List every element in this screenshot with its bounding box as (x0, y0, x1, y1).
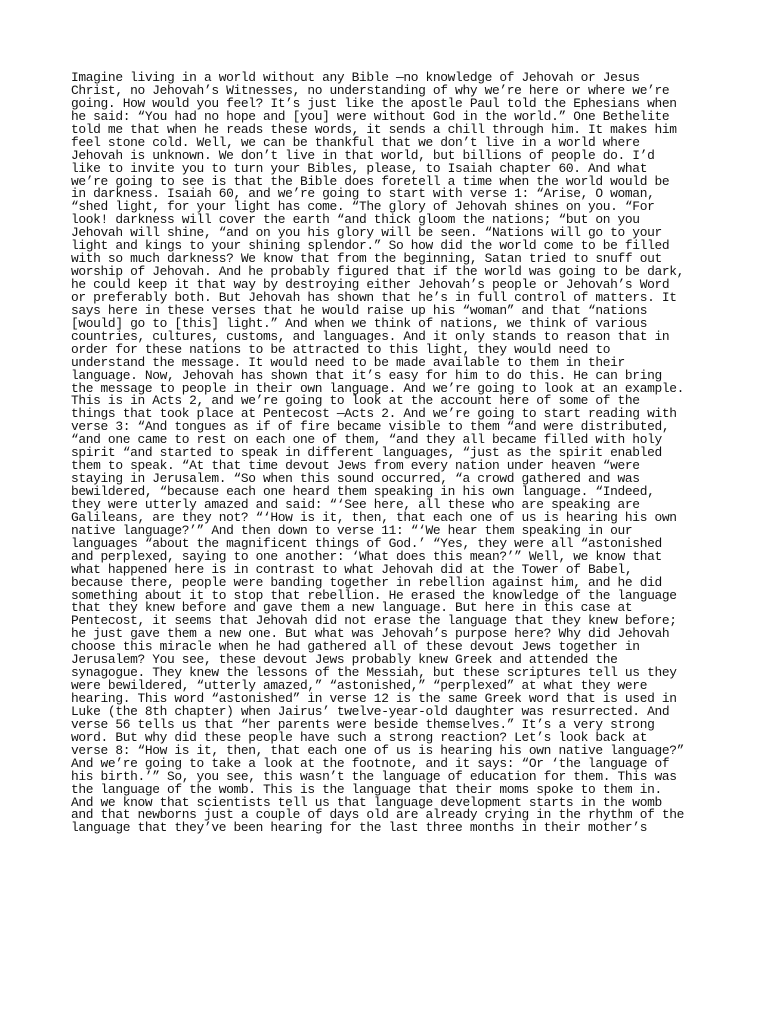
text-line: spirit “and started to speak in different languages, “just as the spirit enabled (71, 445, 662, 461)
text-line: look! darkness will cover the earth “and thick gloom the nations; “but on you (71, 212, 640, 228)
text-line: countries, cultures, customs, and languages. And it only stands to reason that in (71, 328, 670, 344)
text-line: Christ, no Jehovah’s Witnesses, no understanding of why we’re here or where we’re (71, 82, 670, 98)
text-line: language. Now, Jehovah has shown that it’s easy for him to do this. He can bring (71, 367, 662, 383)
text-line: hearing. This word “astonished” in verse 12 is the same Greek word that is used in (71, 691, 677, 706)
text-line: because there, people were banding together in rebellion against him, and he did (71, 574, 662, 590)
text-line: Pentecost, it seems that Jehovah did not erase the language that they knew before; (71, 613, 677, 629)
text-line: Imagine living in a world without any Bible —no knowledge of Jehovah or Jesus (71, 70, 640, 85)
text-line: the message to people in their own language. And we’re going to look at an example. (71, 380, 685, 396)
text-line: choose this miracle when he had gathered all of these devout Jews together in (71, 639, 640, 655)
text-line: native language?’” And then down to verse 11: “‘We hear them speaking in our (71, 522, 633, 538)
text-line: told me that when he reads these words, it sends a chill through him. It makes him (71, 121, 677, 137)
text-line: he just gave them a new one. But what was Jehovah’s purpose here? Why did Jehovah (71, 626, 670, 642)
text-line: verse 3: “And tongues as if of fire became visible to them “and were distributed, (71, 419, 670, 435)
body-text (71, 72, 711, 835)
text-line: [would] go to [this] light.” And when we think of nations, we think of various (71, 315, 648, 331)
text-line: his birth.’” So, you see, this wasn’t the language of education for them. This was (71, 768, 677, 784)
text-line: understand the message. It would need to be made available to them in their (71, 354, 625, 370)
text-line: This is in Acts 2, and we’re going to look at the account here of some of the (71, 393, 640, 409)
text-line: says here in these verses that he would raise up his “woman” and that “nations (71, 302, 648, 318)
text-line: or preferably both. But Jehovah has shown that he’s in full control of matters. It (71, 289, 677, 305)
text-line: “and one came to rest on each one of them, “and they all became filled with holy (71, 432, 662, 448)
text-line: they were utterly amazed and said: “‘See here, all these who are speaking are (71, 496, 640, 512)
text-line: going. How would you feel? It’s just like the apostle Paul told the Ephesians when (71, 95, 677, 111)
text-line: like to invite you to turn your Bibles, please, to Isaiah chapter 60. And what (71, 160, 648, 176)
text-line: things that took place at Pentecost —Acts 2. And we’re going to start reading with (71, 406, 677, 422)
text-line: worship of Jehovah. And he probably figured that if the world was going to be dark, (71, 264, 685, 280)
text-line: language that they’ve been hearing for the last three months in their mother’s (71, 820, 648, 836)
text-line: feel stone cold. Well, we can be thankful that we don’t live in a world where (71, 134, 640, 150)
text-line: something about it to stop that rebellion. He erased the knowledge of the language (71, 587, 677, 603)
text-line: Jerusalem? You see, these devout Jews probably knew Greek and attended the (71, 652, 618, 668)
text-line: and that newborns just a couple of days old are already crying in the rhythm of the (71, 807, 685, 823)
text-line: Galileans, are they not? “‘How is it, then, that each one of us is hearing his own (71, 509, 677, 525)
text-line: And we’re going to take a look at the footnote, and it says: “Or ‘the language of (71, 755, 670, 771)
text-line: And we know that scientists tell us that language development starts in the womb (71, 794, 662, 810)
text-line: staying in Jerusalem. “So when this sound occurred, “a crowd gathered and was (71, 471, 640, 487)
text-line: light and kings to your shining splendor.” So how did the world come to be filled (71, 238, 670, 254)
text-line: verse 8: “How is it, then, that each one of us is hearing his own native language?” (71, 742, 685, 758)
text-line: he said: “You had no hope and [you] were without God in the world.” One Bethelite (71, 108, 670, 124)
text-line: synagogue. They knew the lessons of the Messiah, but these scriptures tell us they (71, 665, 677, 681)
text-line: Jehovah will shine, “and on you his glory will be seen. “Nations will go to your (71, 225, 662, 241)
text-line: languages “about the magnificent things of God.’ “Yes, they were all “astonished (71, 535, 662, 551)
text-line: Luke (the 8th chapter) when Jairus’ twelve-year-old daughter was resurrected. And (71, 703, 670, 719)
text-line: he could keep it that way by destroying either Jehovah’s people or Jehovah’s Word (71, 277, 670, 292)
text-line: order for these nations to be attracted to this light, they would need to (71, 341, 611, 357)
text-line: bewildered, “because each one heard them speaking in his own language. “Indeed, (71, 484, 655, 499)
text-line: Jehovah is unknown. We don’t live in that world, but billions of people do. I’d (71, 147, 655, 163)
text-line: “shed light, for your light has come. “The glory of Jehovah shines on you. “For (71, 199, 655, 215)
text-line: and perplexed, saying to one another: ‘What does this mean?’” Well, we know that (71, 548, 662, 564)
text-line: were bewildered, “utterly amazed,” “astonished,” “perplexed” at what they were (71, 678, 648, 694)
text-line: in darkness. Isaiah 60, and we’re going to start with verse 1: “Arise, O woman, (71, 186, 655, 202)
text-line: word. But why did these people have such a strong reaction? Let’s look back at (71, 729, 648, 745)
text-line: with so much darkness? We know that from the beginning, Satan tried to snuff out (71, 251, 662, 267)
text-line: what happened here is in contrast to what Jehovah did at the Tower of Babel, (71, 561, 633, 577)
text-line: we’re going to see is that the Bible does foretell a time when the world would be (71, 173, 670, 189)
text-line: the language of the womb. This is the language that their moms spoke to them in. (71, 781, 662, 797)
text-line: verse 56 tells us that “her parents were beside themselves.” It’s a very strong (71, 716, 655, 732)
text-line: them to speak. “At that time devout Jews from every nation under heaven “were (71, 458, 640, 474)
text-line: that they knew before and gave them a new language. But here in this case at (71, 600, 633, 616)
